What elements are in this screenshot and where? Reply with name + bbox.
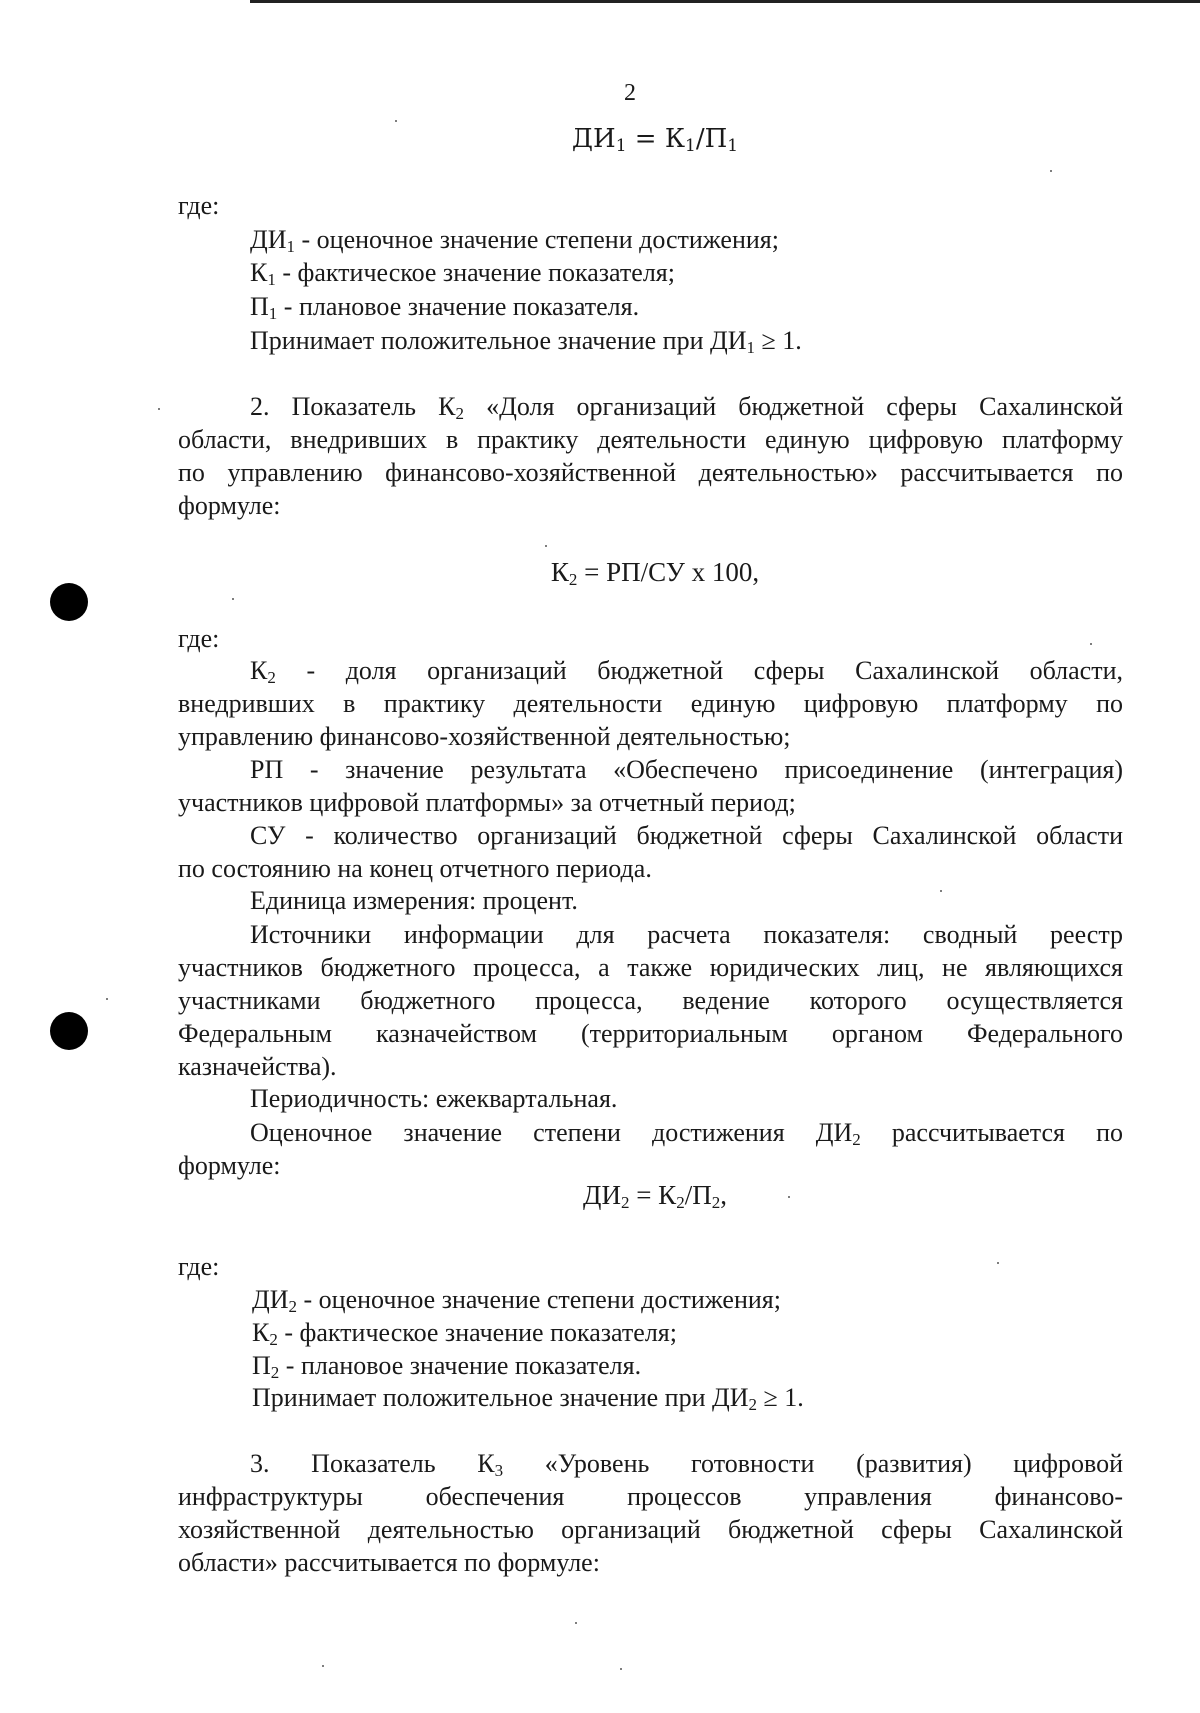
definition-rp-line-2: участников цифровой платформы» за отчетный период;	[178, 788, 796, 817]
sources-line-1: Источники информации для расчета показателя: сводный реестр	[250, 920, 1123, 949]
formula-k2: $К_2 = РП/СУ$ х 100,	[550, 557, 760, 589]
section-2-line-2: области, внедривших в практику деятельности единую цифровую платформу	[178, 425, 1123, 454]
definition-k2-line-1: $К_2$ - доля организаций бюджетной сферы Сахалинской области,	[250, 656, 1123, 687]
top-edge-rule	[250, 0, 1200, 3]
definition-k1: $К_1$ - фактическое значение показателя;	[250, 258, 675, 289]
formula-di1: $ДИ_1 = К_1/П_1$	[571, 124, 739, 156]
section-3-line-4: области» рассчитывается по формуле:	[178, 1548, 600, 1577]
punch-hole-upper	[50, 583, 88, 621]
definition-p1: $П_1$ - плановое значение показателя.	[250, 292, 640, 323]
unit-of-measure: Единица измерения: процент.	[250, 886, 578, 915]
definition-su-line-2: по состоянию на конец отчетного периода.	[178, 854, 652, 883]
estimate-2-line-2: формуле:	[178, 1151, 281, 1180]
section-3-line-2: инфраструктуры обеспечения процессов управления финансово-	[178, 1482, 1123, 1511]
where-label-1: где:	[178, 191, 220, 220]
section-3-line-3: хозяйственной деятельностью организаций бюджетной сферы Сахалинской	[178, 1515, 1123, 1544]
sources-line-4: Федеральным казначейством (территориальным органом Федерального	[178, 1019, 1123, 1048]
where-label-2: где:	[178, 624, 220, 653]
where-label-3: где:	[178, 1252, 220, 1281]
punch-hole-lower	[50, 1012, 88, 1050]
sources-line-3: участниками бюджетного процесса, ведение которого осуществляется	[178, 986, 1123, 1015]
estimate-2-line-1: Оценочное значение степени достижения $ДИ_2$ рассчитывается по	[250, 1118, 1123, 1149]
definition-rp-line-1: РП - значение результата «Обеспечено присоединение (интеграция)	[250, 755, 1123, 784]
section-3-line-1: 3. Показатель $К_3$ «Уровень готовности (развития) цифровой	[250, 1449, 1123, 1480]
definition-di1: $ДИ_1$ - оценочное значение степени достижения;	[250, 225, 779, 256]
definition-di2: $ДИ_2$ - оценочное значение степени достижения;	[252, 1285, 781, 1316]
section-2-line-4: формуле:	[178, 491, 281, 520]
sources-line-5: казначейства).	[178, 1052, 337, 1081]
sources-line-2: участников бюджетного процесса, а также юридических лиц, не являющихся	[178, 953, 1123, 982]
section-2-line-3: по управлению финансово-хозяйственной деятельностью» рассчитывается по	[178, 458, 1123, 487]
section-2-line-1: 2. Показатель $К_2$ «Доля организаций бюджетной сферы Сахалинской	[250, 392, 1123, 423]
periodicity: Периодичность: ежеквартальная.	[250, 1084, 618, 1113]
formula-di2: $ДИ_2 = К_2/П_2$,	[583, 1180, 727, 1212]
page-number: 2	[624, 80, 636, 106]
definition-k2: $К_2$ - фактическое значение показателя;	[252, 1318, 677, 1349]
definition-p2: $П_2$ - плановое значение показателя.	[252, 1351, 642, 1382]
positive-condition-2: Принимает положительное значение при $ДИ_2 \ge 1$.	[252, 1383, 804, 1414]
definition-k2-line-2: внедривших в практику деятельности единую цифровую платформу по	[178, 689, 1123, 718]
definition-k2-line-3: управлению финансово-хозяйственной деятельностью;	[178, 722, 791, 751]
positive-condition-1: Принимает положительное значение при $ДИ_1 \ge 1$.	[250, 326, 802, 357]
definition-su-line-1: СУ - количество организаций бюджетной сферы Сахалинской области	[250, 821, 1123, 850]
